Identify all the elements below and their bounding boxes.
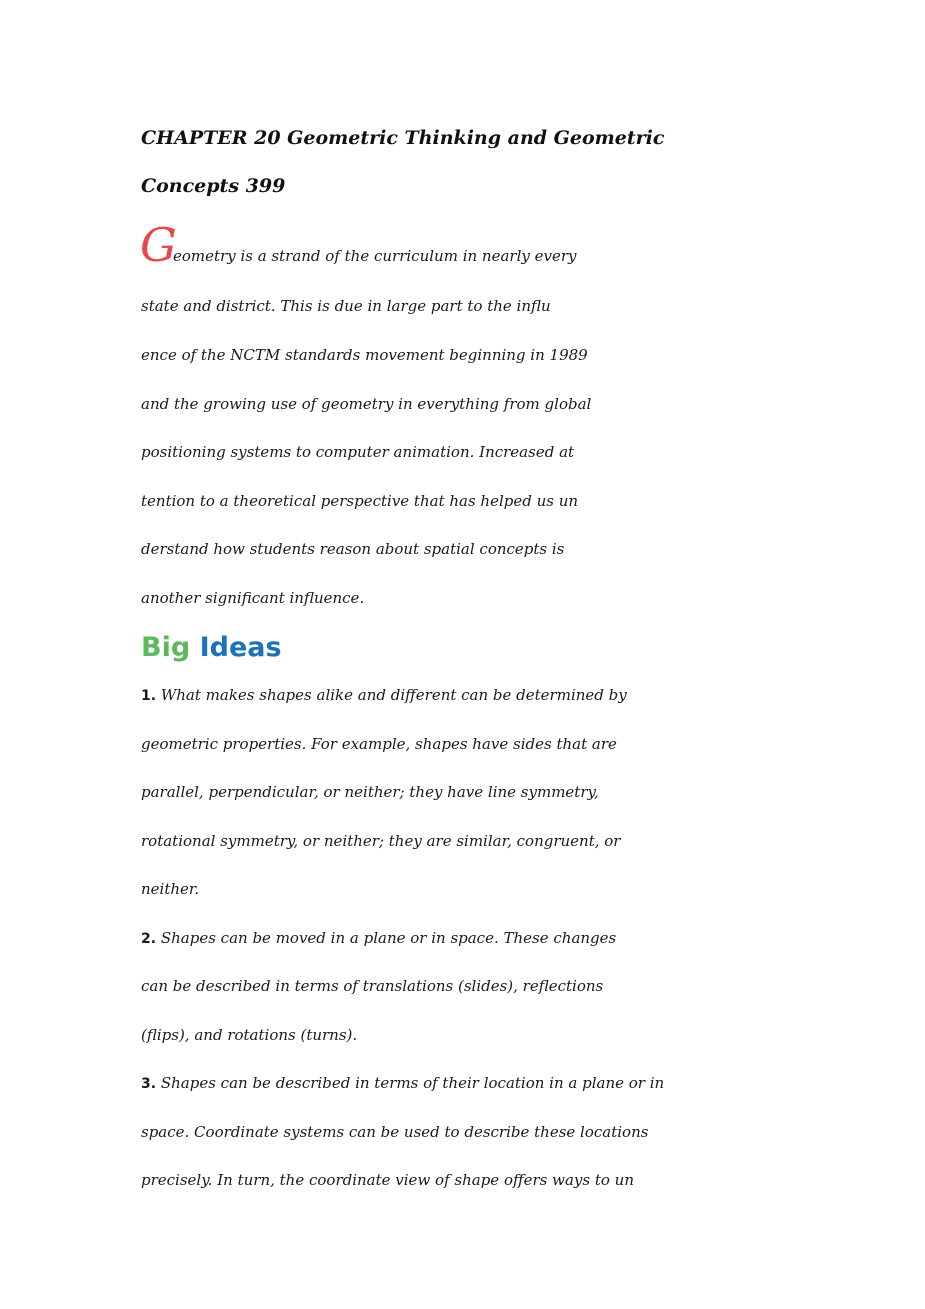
intro-line: eometry is a strand of the curriculum in nearly every — [173, 247, 577, 265]
big-idea-line: geometric properties. For example, shapes have sides that are — [141, 735, 617, 753]
intro-line: state and district. This is due in large part to the influ — [141, 297, 551, 315]
big-idea-line — [141, 686, 627, 704]
big-idea-text: Shapes can be described in terms of their location in a plane or in — [160, 1074, 665, 1092]
chapter-title-line-2: Concepts 399 — [141, 175, 286, 197]
big-idea-line — [141, 929, 616, 947]
big-idea-number: 1. — [141, 688, 157, 704]
intro-line: tention to a theoretical perspective that has helped us un — [141, 492, 579, 510]
big-ideas-heading — [141, 632, 282, 663]
intro-line: and the growing use of geometry in everything from global — [141, 395, 592, 413]
big-idea-line: rotational symmetry, or neither; they are similar, congruent, or — [141, 832, 621, 850]
intro-line: positioning systems to computer animation. Increased at — [141, 443, 575, 461]
chapter-title-line-1: CHAPTER 20 Geometric Thinking and Geometric — [141, 127, 665, 149]
big-idea-text: What makes shapes alike and different can be determined by — [160, 686, 627, 704]
big-idea-number: 3. — [141, 1076, 157, 1092]
big-idea-line: neither. — [141, 880, 200, 898]
big-idea-line: can be described in terms of translations (slides), reflections — [141, 977, 604, 995]
drop-cap: G — [140, 218, 177, 272]
big-idea-line: precisely. In turn, the coordinate view of shape offers ways to un — [141, 1171, 634, 1189]
big-idea-text: Shapes can be moved in a plane or in space. These changes — [160, 929, 617, 947]
big-idea-number: 2. — [141, 931, 157, 947]
intro-line: derstand how students reason about spatial concepts is — [141, 540, 565, 558]
intro-line: another significant influence. — [141, 589, 365, 607]
big-ideas-word-1: Big — [141, 632, 191, 663]
intro-line: ence of the NCTM standards movement beginning in 1989 — [141, 346, 588, 364]
big-idea-line — [141, 1074, 664, 1092]
big-ideas-word-2: Ideas — [199, 632, 282, 663]
big-idea-line: parallel, perpendicular, or neither; they have line symmetry, — [141, 783, 599, 801]
big-idea-line: space. Coordinate systems can be used to describe these locations — [141, 1123, 649, 1141]
big-idea-line: (flips), and rotations (turns). — [141, 1026, 358, 1044]
